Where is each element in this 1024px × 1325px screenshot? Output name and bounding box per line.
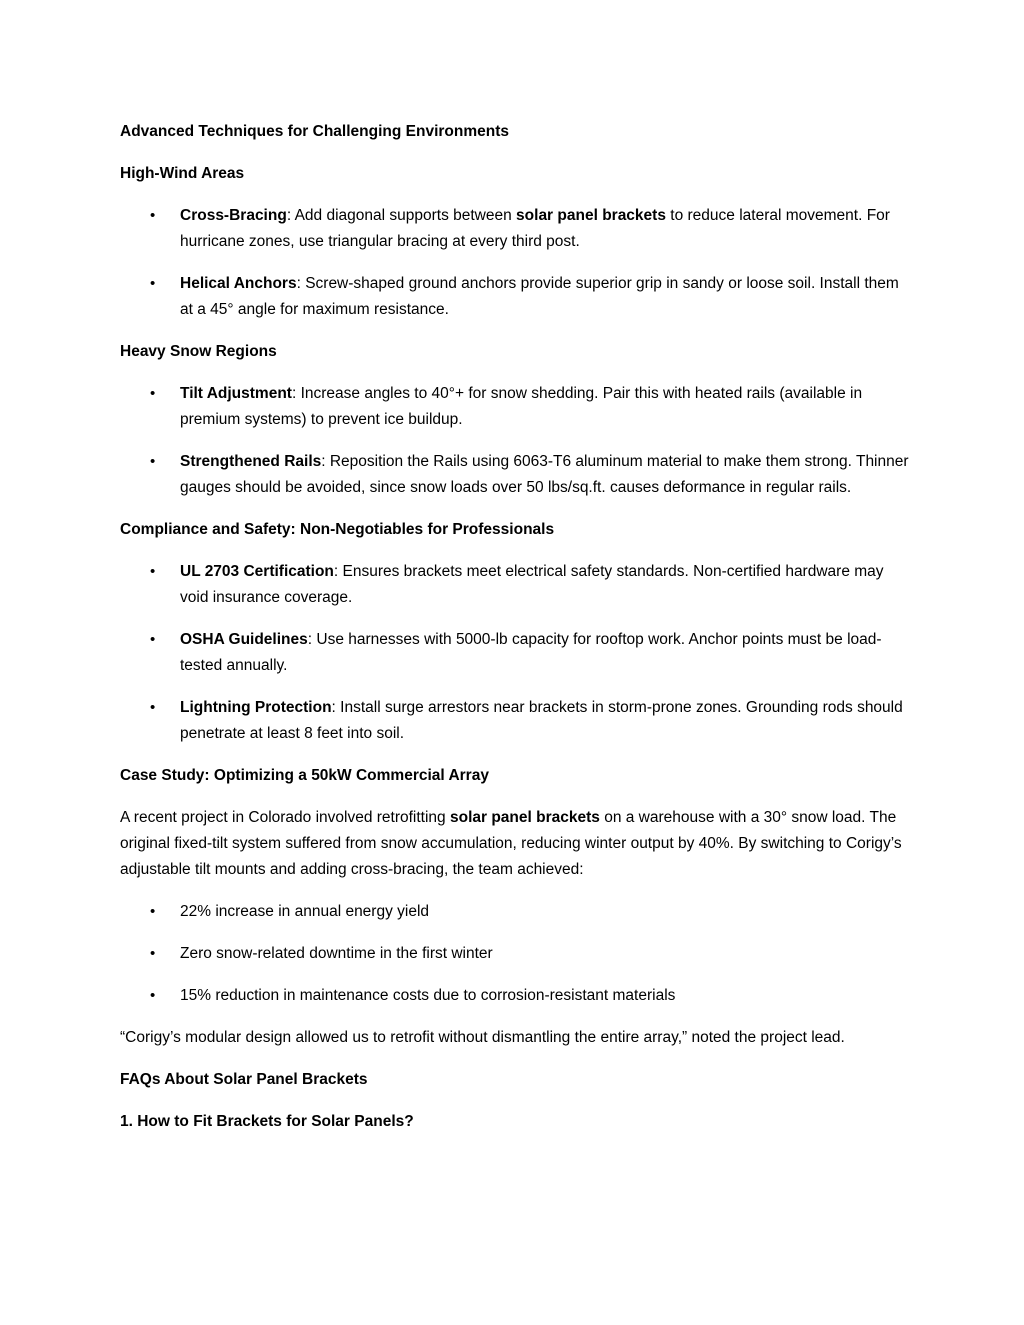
bullet-icon: •: [150, 631, 156, 648]
case-study-post: on a warehouse with a 30° snow load. The original fixed-tilt system suffered from snow accumulation, reducing winter output by 40%. By switching to Corigy’s adjustable tilt mounts and adding cross-bracing, the team achieved:: [120, 809, 902, 878]
term-helical-anchors: Helical Anchors: [180, 275, 297, 292]
subheading-heavy-snow: Heavy Snow Regions: [120, 343, 277, 360]
bullet-icon: •: [150, 563, 156, 580]
document-body: [120, 119, 910, 1151]
case-study-pre: A recent project in Colorado involved retrofitting: [120, 809, 450, 826]
text-lightning: : Install surge arrestors near brackets in storm-prone zones. Grounding rods should penetrate at least 8 feet into soil.: [180, 699, 903, 742]
high-wind-list: [120, 203, 910, 323]
bullet-icon: •: [150, 453, 156, 470]
text-tilt-adjustment: : Increase angles to 40°+ for snow shedding. Pair this with heated rails (available in premium systems) to prevent ice buildup.: [180, 385, 863, 428]
result-text: 15% reduction in maintenance costs due to corrosion-resistant materials: [180, 987, 676, 1004]
list-item-strengthened-rails: [120, 449, 910, 501]
heavy-snow-list: [120, 381, 910, 501]
list-item-cross-bracing: [120, 203, 910, 255]
list-item-ul-2703: [120, 559, 910, 611]
case-study-paragraph: [120, 805, 910, 883]
bullet-icon: •: [150, 385, 156, 402]
term-osha: OSHA Guidelines: [180, 631, 308, 648]
list-item-result: [120, 941, 910, 967]
section-heading-compliance: Compliance and Safety: Non-Negotiables for Professionals: [120, 521, 555, 538]
term-strengthened-rails: Strengthened Rails: [180, 453, 322, 470]
term-ul-2703: UL 2703 Certification: [180, 563, 334, 580]
section-heading-case-study: Case Study: Optimizing a 50kW Commercial Array: [120, 767, 489, 784]
list-item-result: [120, 899, 910, 925]
text-strengthened-rails: : Reposition the Rails using 6063-T6 aluminum material to make them strong. Thinner gauges should be avoided, since snow loads over 50 lbs/sq.ft. causes deformance in regular rails.: [180, 453, 909, 496]
bullet-icon: •: [150, 903, 156, 920]
text-osha: : Use harnesses with 5000-lb capacity for rooftop work. Anchor points must be load-tested annually.: [180, 631, 882, 674]
result-text: Zero snow-related downtime in the first winter: [180, 945, 493, 962]
text-cross-bracing-post: to reduce lateral movement. For hurricane zones, use triangular bracing at every third post.: [180, 207, 890, 250]
bullet-icon: •: [150, 275, 156, 292]
list-item-osha: [120, 627, 910, 679]
text-cross-bracing-bold: solar panel brackets: [516, 207, 666, 224]
case-study-quote: “Corigy’s modular design allowed us to retrofit without dismantling the entire array,” noted the project lead.: [120, 1029, 845, 1046]
bullet-icon: •: [150, 945, 156, 962]
result-text: 22% increase in annual energy yield: [180, 903, 430, 920]
term-cross-bracing: Cross-Bracing: [180, 207, 287, 224]
list-item-lightning: [120, 695, 910, 747]
bullet-icon: •: [150, 699, 156, 716]
section-heading-faqs: FAQs About Solar Panel Brackets: [120, 1071, 368, 1088]
text-helical-anchors: : Screw-shaped ground anchors provide superior grip in sandy or loose soil. Install them at a 45° angle for maximum resistance.: [180, 275, 899, 318]
faq-question-1: 1. How to Fit Brackets for Solar Panels?: [120, 1113, 414, 1130]
case-study-results-list: [120, 899, 910, 1009]
text-cross-bracing-pre: : Add diagonal supports between: [286, 207, 517, 224]
compliance-list: [120, 559, 910, 747]
subheading-high-wind: High-Wind Areas: [120, 165, 245, 182]
section-heading-advanced: Advanced Techniques for Challenging Environments: [120, 123, 509, 140]
term-tilt-adjustment: Tilt Adjustment: [180, 385, 292, 402]
bullet-icon: •: [150, 207, 156, 224]
term-lightning: Lightning Protection: [180, 699, 332, 716]
list-item-tilt-adjustment: [120, 381, 910, 433]
text-ul-2703: : Ensures brackets meet electrical safety standards. Non-certified hardware may void insurance coverage.: [180, 563, 884, 606]
list-item-result: [120, 983, 910, 1009]
bullet-icon: •: [150, 987, 156, 1004]
list-item-helical-anchors: [120, 271, 910, 323]
case-study-bold: solar panel brackets: [449, 809, 600, 826]
